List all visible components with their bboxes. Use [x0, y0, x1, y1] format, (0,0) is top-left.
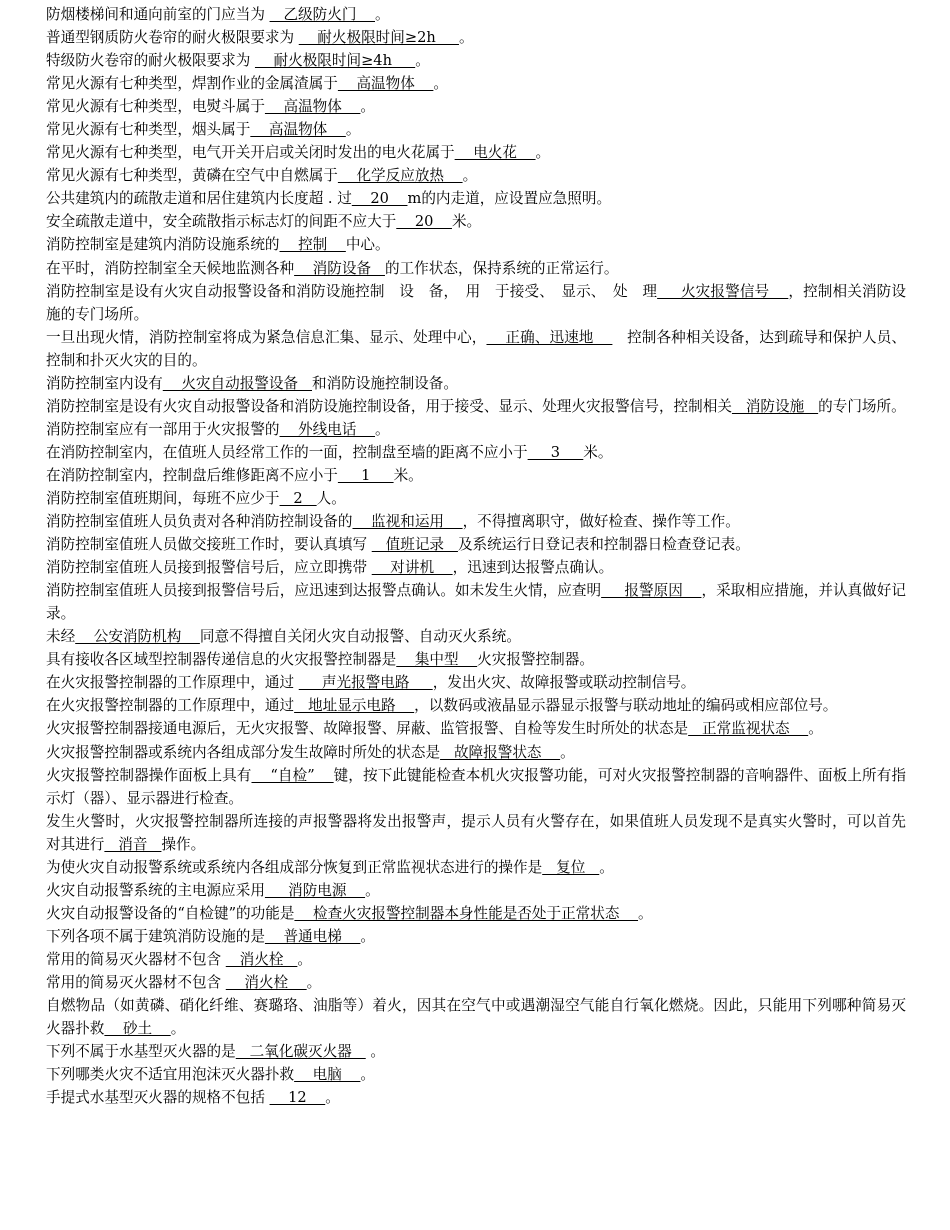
question-text: 在平时，消防控制室全天候地监测各种	[46, 259, 295, 277]
fill-blank-question	[46, 95, 906, 118]
answer-blank: 耐火极限时间≥2h	[298, 29, 459, 47]
question-text: 消防控制室是建筑内消防设施系统的	[46, 236, 280, 254]
fill-blank-question	[46, 441, 906, 464]
question-text: 。	[297, 950, 312, 968]
fill-blank-question	[46, 533, 906, 556]
question-text: 火灾报警控制器或系统内各组成部分发生故障时所处的状态是	[46, 743, 441, 761]
answer-blank: 砂土	[104, 1020, 171, 1038]
answer-blank: 消火栓	[225, 950, 298, 968]
fill-blank-question	[46, 118, 906, 141]
question-text: 。	[365, 881, 380, 899]
question-text: 消防控制室内设有	[46, 374, 163, 392]
question-text: 防烟楼梯间和通向前室的门应当为	[46, 6, 270, 23]
fill-blank-question	[46, 994, 906, 1040]
fill-blank-question	[46, 810, 906, 856]
fill-blank-question	[46, 418, 906, 441]
question-text: ，控制相关消防设施的专门场所。	[46, 282, 906, 323]
question-text: 及系统运行日登记表和控制器日检查登记表。	[457, 536, 750, 554]
answer-blank: 消火栓	[225, 973, 307, 991]
fill-blank-question	[46, 879, 906, 902]
question-text: 消防控制室应有一部用于火灾报警的	[46, 420, 280, 438]
question-text: ，不得擅离职守，做好检查、操作等工作。	[462, 513, 740, 531]
answer-blank: 控制	[279, 236, 346, 254]
fill-blank-question	[46, 464, 906, 487]
answer-blank: 消防设施	[731, 397, 819, 415]
fill-blank-question	[46, 3, 906, 26]
answer-blank: 1	[337, 466, 394, 484]
answer-blank: 二氧化碳灭火器	[235, 1043, 366, 1061]
question-text: 火灾报警控制器。	[477, 651, 594, 669]
answer-blank: 火灾自动报警设备	[162, 374, 312, 392]
question-text: 为使火灾自动报警系统或系统内各组成部分恢复到正常监视状态进行的操作是	[46, 858, 543, 876]
question-text: 。	[458, 29, 474, 47]
question-text: 下列哪类火灾不适宜用泡沫灭火器扑救	[46, 1066, 295, 1084]
question-text: ，采取相应措施，并认真做好记录。	[46, 582, 906, 623]
question-text: ，发出火灾、故障报警或联动控制信号。	[432, 674, 696, 692]
answer-blank: 电火花	[454, 144, 536, 162]
question-text: 消防控制室值班人员接到报警信号后，应迅速到达报警点确认。如未发生火情，应查明	[46, 582, 602, 600]
answer-blank: 消音	[104, 835, 162, 853]
question-text: 未经	[46, 628, 76, 646]
question-text: 手提式水基型灭火器的规格不包括	[46, 1089, 270, 1107]
question-text: 常见火源有七种类型，电气开关开启或关闭时发出的电火花属于	[46, 144, 455, 162]
fill-blank-question	[46, 948, 906, 971]
answer-blank: “自检”	[251, 766, 334, 784]
question-text: 火灾自动报警系统的主电源应采用	[46, 881, 265, 899]
fill-blank-question	[46, 648, 906, 671]
question-text: 。	[433, 75, 448, 93]
question-text: 消防控制室是设有火灾自动报警设备和消防设施控制 设 备， 用 于接受、 显示、 处 理	[46, 282, 658, 300]
question-text: 消防控制室值班人员接到报警信号后，应立即携带	[46, 559, 372, 577]
question-text: 控制各种相关设备，达到疏导和保护人员、控制和扑灭火灾的目的。	[46, 328, 906, 369]
fill-blank-question	[46, 925, 906, 948]
question-text: 常见火源有七种类型，焊割作业的金属渣属于	[46, 75, 338, 93]
question-text: 常用的简易灭火器材不包含	[46, 950, 226, 968]
question-text: 。	[560, 743, 575, 761]
question-text: 公共建筑内的疏散走道和居住建筑内长度超 . 过	[46, 190, 352, 208]
fill-blank-question	[46, 1040, 906, 1063]
answer-blank: 正常监视状态	[688, 720, 809, 738]
answer-blank: 高温物体	[337, 75, 434, 93]
question-text: 火灾自动报警设备的“自检键”的功能是	[46, 904, 295, 922]
answer-blank: 化学反应放热	[337, 167, 463, 185]
answer-blank: 20	[351, 190, 408, 208]
question-text: ，迅速到达报警点确认。	[452, 559, 614, 577]
fill-blank-question	[46, 510, 906, 533]
answer-blank: 报警原因	[601, 582, 702, 600]
question-text: 常见火源有七种类型，黄磷在空气中自燃属于	[46, 167, 338, 185]
fill-blank-question	[46, 257, 906, 280]
answer-blank: 复位	[542, 858, 600, 876]
question-text: 消防控制室值班期间，每班不应少于	[46, 489, 280, 507]
fill-blank-question	[46, 487, 906, 510]
question-text: 常见火源有七种类型，烟头属于	[46, 121, 251, 139]
answer-blank: 高温物体	[264, 98, 361, 116]
question-text: 。	[638, 904, 653, 922]
question-text: 。	[599, 858, 614, 876]
fill-blank-question	[46, 1086, 906, 1109]
question-text: 特级防火卷帘的耐火极限要求为	[46, 52, 255, 70]
fill-blank-question	[46, 1063, 906, 1086]
answer-blank: 集中型	[396, 651, 478, 669]
answer-blank: 2	[279, 489, 317, 507]
question-text: 具有接收各区域型控制器传递信息的火灾报警控制器是	[46, 651, 397, 669]
answer-blank: 普通电梯	[264, 927, 361, 945]
fill-blank-question	[46, 395, 906, 418]
answer-blank: 声光报警电路	[298, 674, 433, 692]
question-text: 消防控制室值班人员负责对各种消防控制设备的	[46, 513, 353, 531]
fill-blank-question	[46, 856, 906, 879]
answer-blank: 公安消防机构	[75, 628, 200, 646]
question-text: 在火灾报警控制器的工作原理中，通过	[46, 697, 295, 715]
fill-blank-question	[46, 579, 906, 625]
question-text: 。	[375, 420, 390, 438]
question-text: 。	[306, 973, 322, 991]
question-text: 常见火源有七种类型，电熨斗属于	[46, 98, 265, 116]
question-text: 消防控制室值班人员做交接班工作时，要认真填写	[46, 536, 372, 554]
question-text: 。	[360, 927, 376, 945]
question-text: 米。	[583, 443, 613, 461]
answer-blank: 12	[269, 1089, 326, 1107]
fill-blank-question	[46, 164, 906, 187]
answer-blank: 耐火极限时间≥4h	[254, 52, 416, 70]
fill-blank-question	[46, 280, 906, 326]
answer-blank: 20	[396, 213, 452, 231]
question-text: 安全疏散走道中，安全疏散指示标志灯的间距不应大于	[46, 213, 397, 231]
fill-blank-question	[46, 26, 906, 49]
question-text: 下列各项不属于建筑消防设施的是	[46, 927, 265, 945]
question-text: m的内走道，应设置应急照明。	[407, 190, 612, 208]
question-text: 。	[345, 121, 361, 139]
fill-blank-question	[46, 233, 906, 256]
question-text: 中心。	[345, 236, 390, 254]
answer-blank: 地址显示电路	[294, 697, 415, 715]
question-text: 。	[170, 1020, 186, 1038]
question-text: 的工作状态，保持系统的正常运行。	[384, 259, 619, 277]
question-text: 在消防控制室内，控制盘后维修距离不应小于	[46, 466, 338, 484]
question-text: 发生火警时，火灾报警控制器所连接的声报警器将发出报警声，提示人员有火警存在，如果值班人员发现不是真实火警时，可以首先对其进行	[46, 812, 906, 853]
fill-blank-question	[46, 671, 906, 694]
fill-blank-question	[46, 141, 906, 164]
question-text: 。	[360, 1066, 376, 1084]
fill-blank-question	[46, 741, 906, 764]
question-text: 键，按下此键能检查本机火灾报警功能，可对火灾报警控制器的音响器件、面板上所有指示灯（器）、显示器进行检查。	[46, 766, 906, 807]
fill-blank-question	[46, 717, 906, 740]
fill-blank-question	[46, 764, 906, 810]
fill-blank-question	[46, 694, 906, 717]
question-text: 自燃物品（如黄磷、硝化纤维、赛璐珞、油脂等）着火，因其在空气中或遇潮湿空气能自行氧化燃烧。因此，只能用下列哪种简易灭火器扑救	[46, 997, 906, 1038]
fill-blank-question	[46, 72, 906, 95]
question-text: 的专门场所。	[818, 397, 906, 415]
fill-blank-question	[46, 625, 906, 648]
question-text: 。	[415, 52, 430, 70]
answer-blank: 火灾报警信号	[657, 282, 789, 300]
question-text: 常用的简易灭火器材不包含	[46, 973, 226, 991]
fill-blank-question	[46, 372, 906, 395]
question-text: 操作。	[161, 835, 206, 853]
question-text: 在火灾报警控制器的工作原理中，通过	[46, 674, 299, 692]
question-text: 。	[375, 6, 390, 23]
fill-blank-question	[46, 971, 906, 994]
question-text: 和消防设施控制设备。	[312, 374, 458, 392]
question-text: 。	[365, 1043, 385, 1061]
question-text: 火灾报警控制器操作面板上具有	[46, 766, 252, 784]
question-text: 米。	[393, 466, 423, 484]
question-text: 。	[325, 1089, 340, 1107]
fill-blank-question	[46, 556, 906, 579]
question-text: 。	[462, 167, 478, 185]
answer-blank: 监视和运用	[352, 513, 463, 531]
question-text: 在消防控制室内，在值班人员经常工作的一面，控制盘至墙的距离不应小于	[46, 443, 528, 461]
answer-blank: 正确、迅速地	[486, 328, 613, 346]
question-text: 消防控制室是设有火灾自动报警设备和消防设施控制设备，用于接受、显示、处理火灾报警信号，控制相关	[46, 397, 732, 415]
answer-blank: 消防电源	[264, 881, 366, 899]
answer-blank: 消防设备	[294, 259, 385, 277]
answer-blank: 值班记录	[371, 536, 458, 554]
question-text: 下列不属于水基型灭火器的是	[46, 1043, 236, 1061]
question-text: 同意不得擅自关闭火灾自动报警、自动灭火系统。	[199, 628, 521, 646]
answer-blank: 乙级防火门	[269, 6, 375, 23]
question-text: 米。	[451, 213, 482, 231]
answer-blank: 故障报警状态	[440, 743, 561, 761]
answer-blank: 电脑	[294, 1066, 361, 1084]
answer-blank: 对讲机	[371, 559, 453, 577]
fill-blank-question	[46, 326, 906, 372]
answer-blank: 3	[527, 443, 584, 461]
question-text: 。	[360, 98, 376, 116]
question-text: ，以数码或液晶显示器显示报警与联动地址的编码或相应部位号。	[414, 697, 838, 715]
question-text: 一旦出现火情，消防控制室将成为紧急信息汇集、显示、处理中心，	[46, 328, 487, 346]
answer-blank: 高温物体	[250, 121, 346, 139]
question-text: 人。	[316, 489, 346, 507]
fill-blank-question	[46, 210, 906, 233]
question-text: 普通型钢质防火卷帘的耐火极限要求为	[46, 29, 299, 47]
question-text: 。	[535, 144, 551, 162]
fill-blank-question	[46, 49, 906, 72]
answer-blank: 检查火灾报警控制器本身性能是否处于正常状态	[294, 904, 639, 922]
question-text: 火灾报警控制器接通电源后，无火灾报警、故障报警、屏蔽、监管报警、自检等发生时所处的状态是	[46, 720, 689, 738]
fill-blank-question	[46, 187, 906, 210]
question-text: 。	[808, 720, 823, 738]
fill-blank-question	[46, 902, 906, 925]
answer-blank: 外线电话	[279, 420, 376, 438]
